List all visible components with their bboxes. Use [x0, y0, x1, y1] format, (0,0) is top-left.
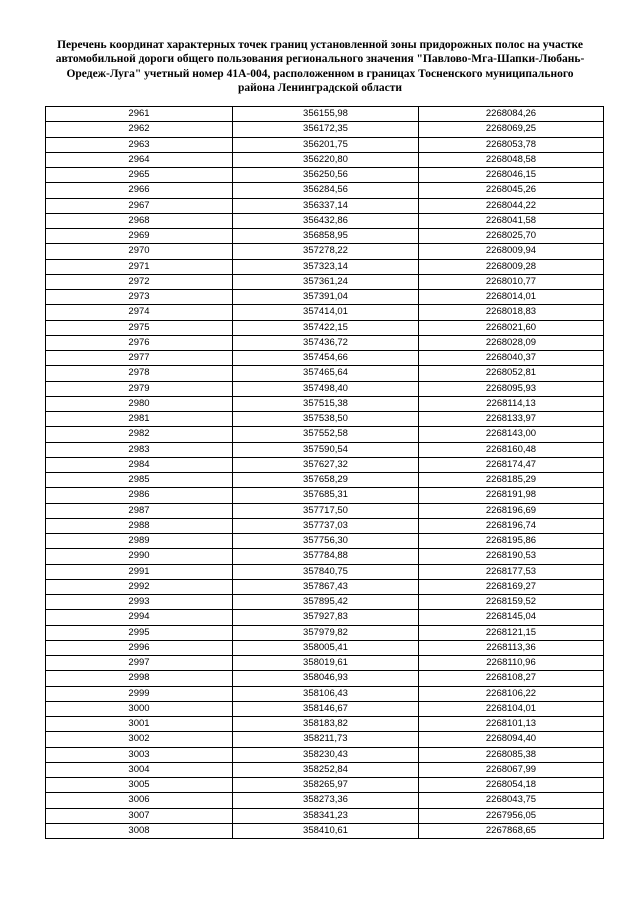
table-row [46, 717, 604, 732]
y-coordinate-cell: 2268046,15 [419, 168, 604, 183]
table-row [46, 701, 604, 716]
y-coordinate-cell: 2268101,13 [419, 717, 604, 732]
y-coordinate-cell: 2268025,70 [419, 229, 604, 244]
title-line: района Ленинградской области [237, 81, 403, 94]
x-coordinate-cell: 357895,42 [233, 595, 419, 610]
y-coordinate-cell: 2268190,53 [419, 549, 604, 564]
x-coordinate-cell: 356337,14 [233, 198, 419, 213]
x-coordinate-cell: 357361,24 [233, 274, 419, 289]
y-coordinate-cell: 2268009,94 [419, 244, 604, 259]
table-row [46, 381, 604, 396]
y-coordinate-cell: 2268133,97 [419, 412, 604, 427]
y-coordinate-cell: 2268045,26 [419, 183, 604, 198]
y-coordinate-cell: 2268084,26 [419, 107, 604, 122]
table-row [46, 152, 604, 167]
x-coordinate-cell: 357515,38 [233, 396, 419, 411]
x-coordinate-cell: 357717,50 [233, 503, 419, 518]
y-coordinate-cell: 2268108,27 [419, 671, 604, 686]
point-number-cell: 2982 [46, 427, 233, 442]
x-coordinate-cell: 357552,58 [233, 427, 419, 442]
point-number-cell: 2984 [46, 457, 233, 472]
table-row [46, 793, 604, 808]
point-number-cell: 2983 [46, 442, 233, 457]
table-row [46, 351, 604, 366]
point-number-cell: 2974 [46, 305, 233, 320]
point-number-cell: 3008 [46, 823, 233, 838]
point-number-cell: 2985 [46, 473, 233, 488]
point-number-cell: 2971 [46, 259, 233, 274]
x-coordinate-cell: 358410,61 [233, 823, 419, 838]
y-coordinate-cell: 2268110,96 [419, 656, 604, 671]
point-number-cell: 3001 [46, 717, 233, 732]
y-coordinate-cell: 2268009,28 [419, 259, 604, 274]
table-row [46, 534, 604, 549]
y-coordinate-cell: 2268196,69 [419, 503, 604, 518]
point-number-cell: 2969 [46, 229, 233, 244]
x-coordinate-cell: 358341,23 [233, 808, 419, 823]
y-coordinate-cell: 2268053,78 [419, 137, 604, 152]
table-row [46, 213, 604, 228]
y-coordinate-cell: 2268114,13 [419, 396, 604, 411]
y-coordinate-cell: 2268143,00 [419, 427, 604, 442]
point-number-cell: 2975 [46, 320, 233, 335]
table-row [46, 396, 604, 411]
point-number-cell: 2965 [46, 168, 233, 183]
x-coordinate-cell: 357590,54 [233, 442, 419, 457]
point-number-cell: 3002 [46, 732, 233, 747]
point-number-cell: 2976 [46, 335, 233, 350]
y-coordinate-cell: 2268145,04 [419, 610, 604, 625]
table-row [46, 107, 604, 122]
table-row [46, 290, 604, 305]
x-coordinate-cell: 356220,80 [233, 152, 419, 167]
table-row [46, 778, 604, 793]
x-coordinate-cell: 357454,66 [233, 351, 419, 366]
table-row [46, 412, 604, 427]
point-number-cell: 2978 [46, 366, 233, 381]
x-coordinate-cell: 358252,84 [233, 762, 419, 777]
point-number-cell: 2970 [46, 244, 233, 259]
point-number-cell: 2986 [46, 488, 233, 503]
point-number-cell: 3006 [46, 793, 233, 808]
x-coordinate-cell: 356284,56 [233, 183, 419, 198]
table-row [46, 473, 604, 488]
y-coordinate-cell: 2268177,53 [419, 564, 604, 579]
coordinates-table [45, 106, 604, 839]
y-coordinate-cell: 2268113,36 [419, 640, 604, 655]
point-number-cell: 2972 [46, 274, 233, 289]
x-coordinate-cell: 357867,43 [233, 579, 419, 594]
x-coordinate-cell: 357927,83 [233, 610, 419, 625]
y-coordinate-cell: 2268054,18 [419, 778, 604, 793]
table-row [46, 503, 604, 518]
y-coordinate-cell: 2268094,40 [419, 732, 604, 747]
y-coordinate-cell: 2268069,25 [419, 122, 604, 137]
point-number-cell: 3004 [46, 762, 233, 777]
table-row [46, 610, 604, 625]
point-number-cell: 3000 [46, 701, 233, 716]
table-row [46, 747, 604, 762]
point-number-cell: 2980 [46, 396, 233, 411]
point-number-cell: 3003 [46, 747, 233, 762]
point-number-cell: 2999 [46, 686, 233, 701]
table-row [46, 335, 604, 350]
x-coordinate-cell: 356201,75 [233, 137, 419, 152]
y-coordinate-cell: 2268160,48 [419, 442, 604, 457]
y-coordinate-cell: 2268014,01 [419, 290, 604, 305]
point-number-cell: 2977 [46, 351, 233, 366]
document-title [40, 38, 600, 95]
y-coordinate-cell: 2268043,75 [419, 793, 604, 808]
point-number-cell: 3007 [46, 808, 233, 823]
point-number-cell: 2997 [46, 656, 233, 671]
table-row [46, 671, 604, 686]
table-row [46, 274, 604, 289]
point-number-cell: 2992 [46, 579, 233, 594]
table-row [46, 518, 604, 533]
x-coordinate-cell: 356155,98 [233, 107, 419, 122]
table-row [46, 137, 604, 152]
y-coordinate-cell: 2268052,81 [419, 366, 604, 381]
point-number-cell: 2962 [46, 122, 233, 137]
x-coordinate-cell: 356250,56 [233, 168, 419, 183]
x-coordinate-cell: 357465,64 [233, 366, 419, 381]
point-number-cell: 2989 [46, 534, 233, 549]
y-coordinate-cell: 2268104,01 [419, 701, 604, 716]
point-number-cell: 2967 [46, 198, 233, 213]
point-number-cell: 2987 [46, 503, 233, 518]
x-coordinate-cell: 358230,43 [233, 747, 419, 762]
point-number-cell: 2981 [46, 412, 233, 427]
x-coordinate-cell: 357391,04 [233, 290, 419, 305]
table-row [46, 168, 604, 183]
x-coordinate-cell: 358183,82 [233, 717, 419, 732]
x-coordinate-cell: 357737,03 [233, 518, 419, 533]
table-row [46, 183, 604, 198]
y-coordinate-cell: 2268121,15 [419, 625, 604, 640]
y-coordinate-cell: 2268067,99 [419, 762, 604, 777]
point-number-cell: 3005 [46, 778, 233, 793]
point-number-cell: 2994 [46, 610, 233, 625]
x-coordinate-cell: 357658,29 [233, 473, 419, 488]
y-coordinate-cell: 2268018,83 [419, 305, 604, 320]
table-row [46, 259, 604, 274]
table-row [46, 427, 604, 442]
table-row [46, 122, 604, 137]
x-coordinate-cell: 358046,93 [233, 671, 419, 686]
x-coordinate-cell: 357840,75 [233, 564, 419, 579]
table-row [46, 320, 604, 335]
table-row [46, 595, 604, 610]
y-coordinate-cell: 2268095,93 [419, 381, 604, 396]
x-coordinate-cell: 357422,15 [233, 320, 419, 335]
point-number-cell: 2973 [46, 290, 233, 305]
y-coordinate-cell: 2268021,60 [419, 320, 604, 335]
table-row [46, 366, 604, 381]
point-number-cell: 2996 [46, 640, 233, 655]
x-coordinate-cell: 357538,50 [233, 412, 419, 427]
title-line: автомобильной дороги общего пользования регионального значения "Павлово-Мга-Шапки-Любань- [55, 53, 585, 66]
point-number-cell: 2966 [46, 183, 233, 198]
x-coordinate-cell: 357498,40 [233, 381, 419, 396]
x-coordinate-cell: 357436,72 [233, 335, 419, 350]
title-line: Оредеж-Луга" учетный номер 41А-004, расположенном в границах Тосненского муниципального [66, 67, 574, 80]
x-coordinate-cell: 358106,43 [233, 686, 419, 701]
table-row [46, 549, 604, 564]
table-row [46, 244, 604, 259]
point-number-cell: 2990 [46, 549, 233, 564]
title-line: Перечень координат характерных точек границ установленной зоны придорожных полос на участке [57, 39, 583, 51]
y-coordinate-cell: 2268195,86 [419, 534, 604, 549]
x-coordinate-cell: 358265,97 [233, 778, 419, 793]
x-coordinate-cell: 357784,88 [233, 549, 419, 564]
x-coordinate-cell: 357756,30 [233, 534, 419, 549]
x-coordinate-cell: 356172,35 [233, 122, 419, 137]
x-coordinate-cell: 358005,41 [233, 640, 419, 655]
y-coordinate-cell: 2268040,37 [419, 351, 604, 366]
table-row [46, 488, 604, 503]
x-coordinate-cell: 358273,36 [233, 793, 419, 808]
table-row [46, 686, 604, 701]
point-number-cell: 2968 [46, 213, 233, 228]
y-coordinate-cell: 2268010,77 [419, 274, 604, 289]
x-coordinate-cell: 356858,95 [233, 229, 419, 244]
x-coordinate-cell: 358019,61 [233, 656, 419, 671]
point-number-cell: 2963 [46, 137, 233, 152]
y-coordinate-cell: 2268185,29 [419, 473, 604, 488]
table-row [46, 305, 604, 320]
x-coordinate-cell: 357685,31 [233, 488, 419, 503]
table-row [46, 808, 604, 823]
table-row [46, 564, 604, 579]
point-number-cell: 2979 [46, 381, 233, 396]
x-coordinate-cell: 357979,82 [233, 625, 419, 640]
y-coordinate-cell: 2267868,65 [419, 823, 604, 838]
y-coordinate-cell: 2267956,05 [419, 808, 604, 823]
table-row [46, 442, 604, 457]
table-row [46, 457, 604, 472]
y-coordinate-cell: 2268028,09 [419, 335, 604, 350]
y-coordinate-cell: 2268048,58 [419, 152, 604, 167]
x-coordinate-cell: 357278,22 [233, 244, 419, 259]
x-coordinate-cell: 356432,86 [233, 213, 419, 228]
y-coordinate-cell: 2268196,74 [419, 518, 604, 533]
y-coordinate-cell: 2268106,22 [419, 686, 604, 701]
table-row [46, 229, 604, 244]
table-row [46, 762, 604, 777]
point-number-cell: 2993 [46, 595, 233, 610]
y-coordinate-cell: 2268085,38 [419, 747, 604, 762]
point-number-cell: 2988 [46, 518, 233, 533]
point-number-cell: 2998 [46, 671, 233, 686]
x-coordinate-cell: 357414,01 [233, 305, 419, 320]
y-coordinate-cell: 2268159,52 [419, 595, 604, 610]
x-coordinate-cell: 357627,32 [233, 457, 419, 472]
table-row [46, 732, 604, 747]
table-row [46, 625, 604, 640]
table-row [46, 198, 604, 213]
point-number-cell: 2991 [46, 564, 233, 579]
point-number-cell: 2961 [46, 107, 233, 122]
x-coordinate-cell: 357323,14 [233, 259, 419, 274]
point-number-cell: 2995 [46, 625, 233, 640]
y-coordinate-cell: 2268041,58 [419, 213, 604, 228]
y-coordinate-cell: 2268174,47 [419, 457, 604, 472]
y-coordinate-cell: 2268044,22 [419, 198, 604, 213]
table-row [46, 640, 604, 655]
x-coordinate-cell: 358211,73 [233, 732, 419, 747]
table-row [46, 823, 604, 838]
y-coordinate-cell: 2268191,98 [419, 488, 604, 503]
table-row [46, 579, 604, 594]
y-coordinate-cell: 2268169,27 [419, 579, 604, 594]
point-number-cell: 2964 [46, 152, 233, 167]
table-row [46, 656, 604, 671]
x-coordinate-cell: 358146,67 [233, 701, 419, 716]
